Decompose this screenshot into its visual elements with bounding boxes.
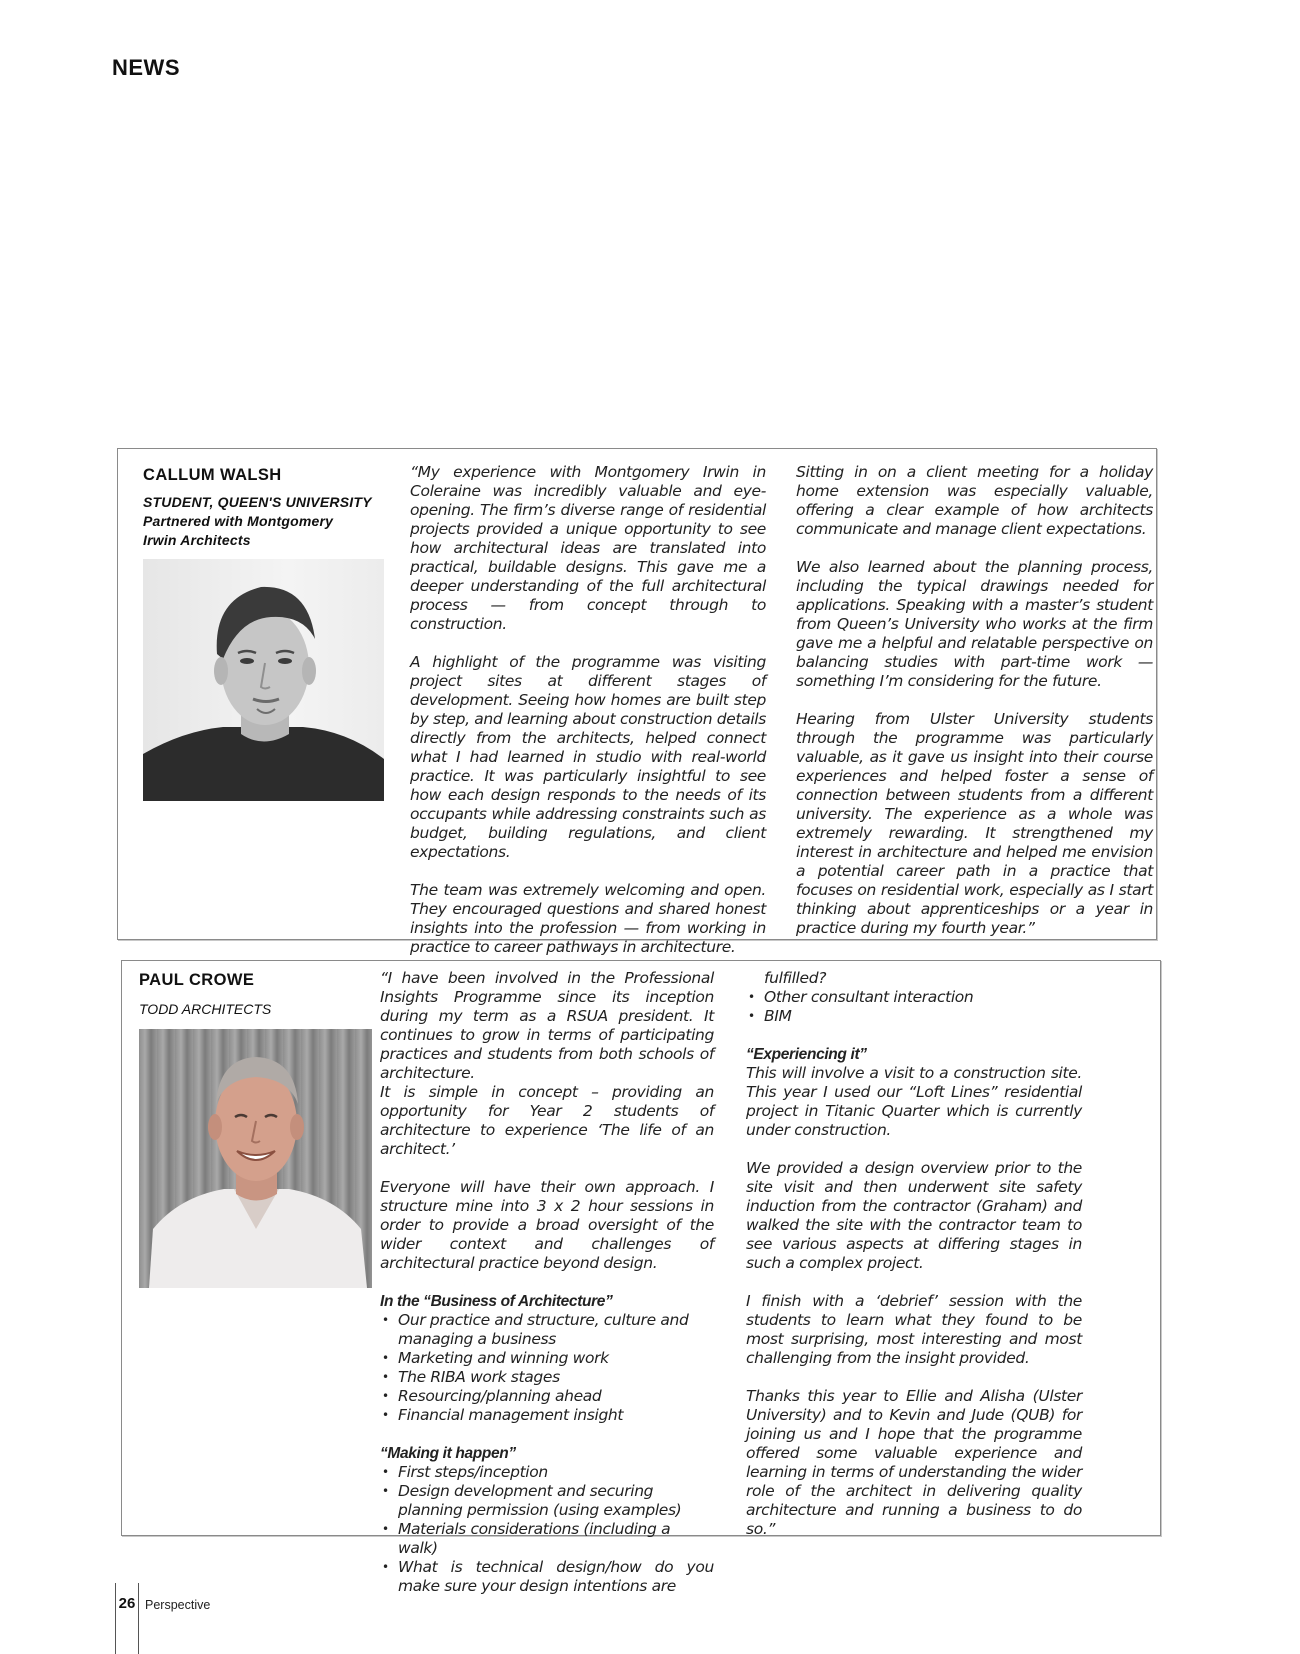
profile-card-paul-crowe (121, 960, 1161, 1595)
section-label: NEWS (112, 55, 180, 80)
publication-name: Perspective (145, 1598, 211, 1612)
article-paragraph: “I have been involved in the Professional Insights Programme since its inception during my term as a RSUA president. It continues to grow in terms of participating practices and students from both schools of architecture. (380, 969, 714, 1082)
profile-role: STUDENT, QUEEN'S UNIVERSITY (143, 494, 372, 510)
page-number: 26 (118, 1595, 136, 1612)
article-paragraph: A highlight of the programme was visiting project sites at different stages of development. Seeing how homes are built step by step, and learning about construction details directly from the architects, helped connect what I had learned in studio with real-world practice. It was particularly insightful to see how each design responds to the needs of its occupants while addressing constraints such as budget, building regulations, and client expectations. (410, 653, 766, 861)
portrait-illustration (143, 559, 384, 801)
list-item: • BIM (746, 1007, 1082, 1026)
article-paragraph: I finish with a ‘debrief’ session with the students to learn what they found to be most surprising, most interesting and most challenging from the insight provided. (746, 1292, 1082, 1367)
portrait-photo (143, 559, 384, 801)
profile-partner: Partnered with Montgomery Irwin Architects (143, 513, 334, 548)
profile-card-callum-walsh (117, 448, 1157, 956)
article-column-2 (796, 463, 1153, 957)
profile-header (139, 971, 374, 1019)
profile-name: CALLUM WALSH (143, 466, 282, 484)
article-paragraph: Everyone will have their own approach. I structure mine into 3 x 2 hour sessions in order to provide a broad oversight of the wider context and challenges of architectural practice beyond design. (380, 1178, 714, 1272)
article-paragraph: We provided a design overview prior to the site visit and then underwent site safety induction from the contractor (Graham) and walked the site with the contractor team to see various aspects at differing stages in such a complex project. (746, 1159, 1082, 1272)
list-item: • Our practice and structure, culture and managing a business (380, 1311, 714, 1349)
article-column-1 (380, 969, 714, 1596)
article-column-1 (410, 463, 766, 976)
list-item: • Resourcing/planning ahead (380, 1387, 714, 1406)
article-paragraph: Thanks this year to Ellie and Alisha (Ulster University) and to Kevin and Jude (QUB) for joining us and I hope that the programme offered some valuable experience and learning in terms of understanding the wider role of the architect in delivering quality architecture and running a business to do so.” (746, 1387, 1082, 1538)
article-column-2 (746, 969, 1082, 1558)
profile-role: TODD ARCHITECTS (139, 1001, 272, 1017)
list-item: • Other consultant interaction (746, 988, 1082, 1007)
section-heading-experiencing: “Experiencing it” (746, 1046, 867, 1063)
business-list (380, 1311, 714, 1425)
list-item: • First steps/inception (380, 1463, 714, 1482)
article-paragraph: “My experience with Montgomery Irwin in Coleraine was incredibly valuable and eye-opening. The firm’s diverse range of residential projects provided a unique opportunity to see how architectural ideas are translated into practical, buildable designs. This gave me a deeper understanding of the full architectural process — from concept through to construction. (410, 463, 766, 633)
article-paragraph: Hearing from Ulster University students through the programme was particularly valuable, as it gave us insight into their course experiences and helped foster a sense of connection between students from a different university. The experience as a whole was extremely rewarding. It strengthened my interest in architecture and helped me envision a potential career path in a practice that focuses on residential work, especially as I start thinking about apprenticeships or a year in practice during my fourth year.” (796, 710, 1153, 937)
profile-header (143, 466, 378, 550)
section-heading-making: “Making it happen” (380, 1445, 516, 1462)
making-list-continued (746, 988, 1082, 1026)
profile-name: PAUL CROWE (139, 971, 255, 989)
footer-rule (115, 1583, 139, 1654)
list-item: • Design development and securing planning permission (using examples) (380, 1482, 714, 1520)
list-item: • The RIBA work stages (380, 1368, 714, 1387)
portrait-illustration (139, 1029, 372, 1288)
list-item: • What is technical design/how do you make sure your design intentions are (380, 1558, 714, 1596)
article-paragraph: Sitting in on a client meeting for a holiday home extension was especially valuable, offering a clear example of how architects communicate and manage client expectations. (796, 463, 1153, 538)
list-item: • Marketing and winning work (380, 1349, 714, 1368)
article-paragraph: The team was extremely welcoming and open. They encouraged questions and shared honest insights into the profession — from working in practice to career pathways in architecture. (410, 881, 766, 956)
list-item: • Financial management insight (380, 1406, 714, 1425)
making-list (380, 1463, 714, 1596)
list-item: • Materials considerations (including a walk) (380, 1520, 714, 1558)
section-heading-business: In the “Business of Architecture” (380, 1293, 613, 1310)
list-item-continued: fulfilled? (764, 969, 827, 987)
article-paragraph: It is simple in concept – providing an opportunity for Year 2 students of architecture to experience ‘The life of an architect.’ (380, 1083, 714, 1158)
article-paragraph: We also learned about the planning process, including the typical drawings needed for applications. Speaking with a master’s student from Queen’s University who works at the firm gave me a helpful and relatable perspective on balancing studies with part-time work — something I’m considering for the future. (796, 558, 1153, 690)
portrait-photo (139, 1029, 372, 1288)
article-paragraph: This will involve a visit to a construction site. This year I used our “Loft Lines” residential project in Titanic Quarter which is currently under construction. (746, 1064, 1082, 1139)
